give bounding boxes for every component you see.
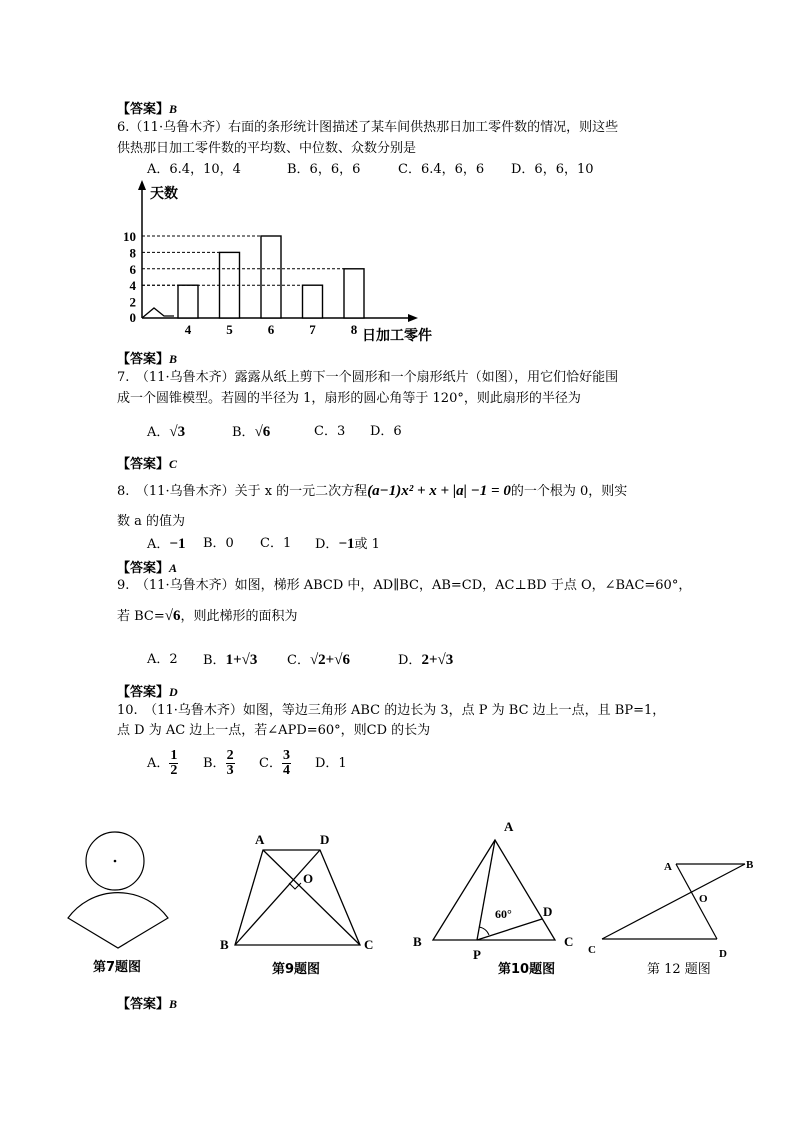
question-10-line-1: 10. （11·乌鲁木齐）如图，等边三角形 ABC 的边长为 3，点 P 为 BC 边上一点，且 BP=1， <box>117 703 666 718</box>
figure-10-diagram <box>405 815 585 960</box>
x-axis-arrow <box>408 314 418 322</box>
figure-12-diagram <box>580 850 765 960</box>
angle-arc <box>479 927 489 935</box>
figure-12-caption: 第 12 题图 <box>647 962 711 977</box>
y-tick-label: 6 <box>129 261 136 277</box>
y-tick-label: 2 <box>129 294 136 310</box>
label-a: A <box>504 819 514 834</box>
question-6-line-1: 6.（11·乌鲁木齐）右面的条形统计图描述了某车间供热那日加工零件数的情况，则这些 <box>117 120 619 135</box>
label-b: B <box>413 934 422 949</box>
x-axis-label: 日加工零件 <box>362 329 432 344</box>
x-tick-label: 7 <box>309 322 316 337</box>
axis-break <box>142 308 174 318</box>
q8-option-d: D．−1或 1 <box>315 536 380 552</box>
q7-option-c: C．3 <box>314 424 346 439</box>
q8-option-a: A．−1 <box>147 536 186 552</box>
q9-option-c: C．√2+√6 <box>287 652 350 668</box>
label-d: D <box>719 948 727 960</box>
y-axis-label: 天数 <box>150 187 178 202</box>
label-a: A <box>664 861 672 873</box>
bar <box>261 236 281 318</box>
y-tick-label: 4 <box>129 278 136 294</box>
q8-option-c: C．1 <box>260 536 292 551</box>
question-7-line-2: 成一个圆锥模型。若圆的半径为 1，扇形的圆心角等于 120°，则此扇形的半径为 <box>117 391 581 406</box>
triangle-abc <box>433 840 555 940</box>
circle-center-dot <box>114 860 117 863</box>
figure-7-caption: 第7题图 <box>93 960 142 975</box>
y-tick-label: 8 <box>129 245 136 261</box>
figure-7-diagram <box>60 820 180 955</box>
q10-option-a: A． $\frac{1}{2}$ <box>147 748 178 778</box>
x-tick-label: 4 <box>184 322 192 337</box>
q6-option-c: C．6.4，6，6 <box>398 162 485 177</box>
sector-shape <box>68 893 168 948</box>
label-c: C <box>588 944 596 956</box>
figure-9-caption: 第9题图 <box>272 962 321 977</box>
q7-option-a: A．√3 <box>147 424 186 440</box>
trapezoid-shape <box>235 850 360 945</box>
question-7-line-1: 7. （11·乌鲁木齐）露露从纸上剪下一个圆形和一个扇形纸片（如图），用它们恰好能围 <box>117 370 619 385</box>
equation: (a−1)x² + x + |a| −1 = 0 <box>367 483 511 499</box>
segment-bc <box>602 864 745 939</box>
label-p: P <box>473 947 481 960</box>
question-10-line-2: 点 D 为 AC 边上一点，若∠APD=60°，则CD 的长为 <box>117 723 431 738</box>
figure-10-caption: 第10题图 <box>498 962 556 977</box>
bar <box>178 285 198 318</box>
x-tick-label: 8 <box>350 322 358 337</box>
q6-option-d: D．6，6，10 <box>511 162 594 177</box>
x-tick-label: 5 <box>226 322 233 337</box>
y-tick-label: 10 <box>123 229 136 244</box>
answer-label: 【答案】D <box>117 684 178 699</box>
q6-option-b: B．6，6，6 <box>287 162 361 177</box>
q7-option-b: B．√6 <box>232 424 271 440</box>
q10-option-d: D．1 <box>315 756 347 771</box>
q9-option-b: B．1+√3 <box>203 652 258 668</box>
question-6-line-2: 供热那日加工零件数的平均数、中位数、众数分别是 <box>117 141 417 156</box>
y-axis-arrow <box>138 180 146 190</box>
answer-label: 【答案】B <box>117 101 178 116</box>
label-60: 60° <box>495 907 512 921</box>
answer-label: 【答案】B <box>117 351 178 366</box>
answer-label: 【答案】A <box>117 560 178 575</box>
label-b: B <box>746 859 754 871</box>
segment-pd <box>477 919 542 940</box>
bar <box>344 269 364 318</box>
label-b: B <box>220 937 229 952</box>
q8-option-b: B．0 <box>203 536 234 551</box>
q10-option-c: C． $\frac{3}{4}$ <box>259 748 290 778</box>
answer-label: 【答案】B <box>117 996 178 1011</box>
q6-option-a: A．6.4，10，4 <box>147 162 241 177</box>
label-a: A <box>255 832 265 847</box>
y-tick-label: 0 <box>129 310 136 325</box>
figure-9-diagram <box>215 825 385 960</box>
label-o: O <box>303 871 314 886</box>
question-9-line-2: 若 BC=√6，则此梯形的面积为 <box>117 608 298 624</box>
bar-chart <box>110 178 450 348</box>
segment-ad <box>676 864 717 939</box>
label-c: C <box>364 937 374 952</box>
bar <box>303 285 323 318</box>
question-8-line-2: 数 a 的值为 <box>117 514 186 529</box>
label-o: O <box>699 893 708 905</box>
answer-label: 【答案】C <box>117 456 178 471</box>
x-tick-label: 6 <box>267 322 275 337</box>
q9-option-a: A．2 <box>147 652 178 667</box>
label-c: C <box>564 934 574 949</box>
question-9-line-1: 9. （11·乌鲁木齐）如图，梯形 ABCD 中，AD∥BC，AB=CD，AC⊥BD 于点 O，∠BAC=60°， <box>117 578 692 593</box>
q9-option-d: D．2+√3 <box>398 652 454 668</box>
label-d: D <box>320 832 330 847</box>
q10-option-b: B． $\frac{2}{3}$ <box>203 748 234 778</box>
label-d: D <box>543 904 553 919</box>
question-8-line-1: 8. （11·乌鲁木齐）关于 x 的一元二次方程(a−1)x² + x + |a| −1 = 0的一个根为 0，则实 <box>117 483 628 499</box>
q7-option-d: D．6 <box>370 424 402 439</box>
